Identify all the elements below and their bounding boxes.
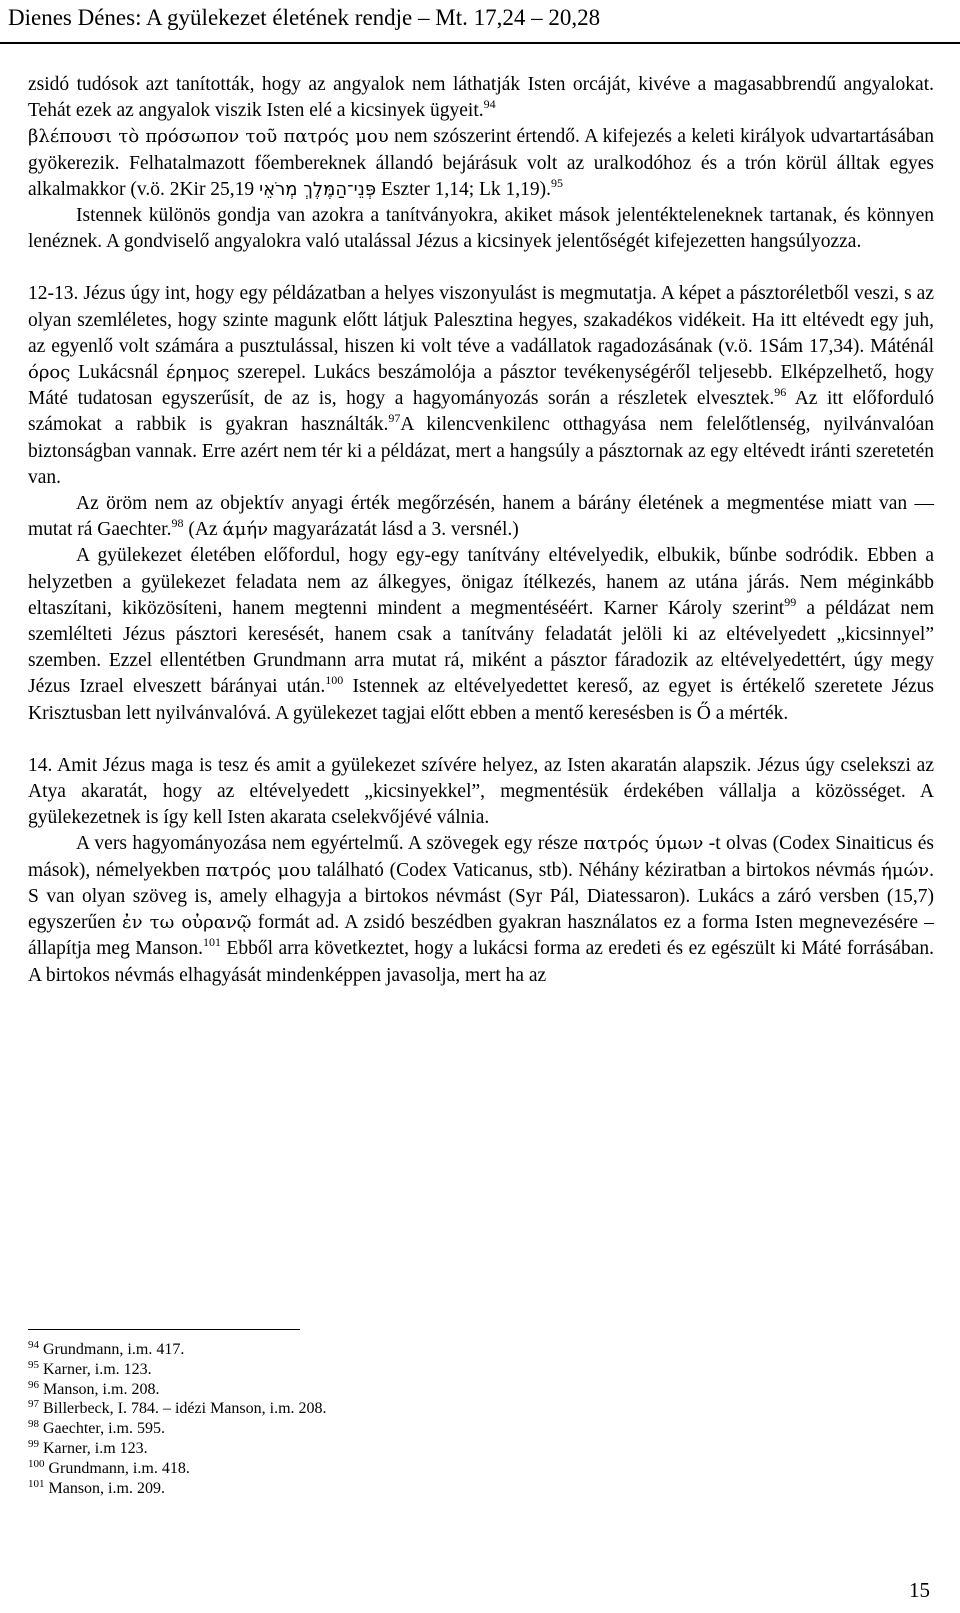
text-run: nem szószerint értendő. A kifejezés a keleti királyok udvartartásában gyökerezik. Felhatalmazott főembereknek állandó bejárásuk volt az uralkodóhoz és a trón körül álltak egyes alkalmakkor (v.ö. 2Kir 25,19 [28,126,935,200]
text-run: magyarázatát lásd a 3. versnél.) [268,519,519,541]
footnote-text: Karner, i.m. 123. [39,1360,152,1378]
footnote-separator [28,1329,300,1330]
text-run: A vers hagyományozása nem egyértelmű. A szövegek egy része [76,833,584,855]
footnote-number: 100 [28,1457,45,1470]
text-run: . S van olyan szöveg is, amely elhagyja a birtokos névmást (Syr Pál, Diatessaron). Lukács a záró versben (15,7) egyszerűen [28,859,934,934]
text-run: formát ad. A zsidó beszédben gyakran használatos ez a forma Isten megnevezésére – állapítja meg Manson. [28,912,934,960]
footnote-95 [28,1360,628,1380]
page-number: 15 [909,1578,930,1602]
footnote-99 [28,1439,628,1459]
footnote-number: 94 [28,1339,39,1351]
footnote-98 [28,1419,628,1439]
text-run: található (Codex Vaticanus, stb). Néhány kéziratban a birtokos névmás [311,859,881,881]
footnote-number: 99 [28,1437,39,1450]
footnote-text: Manson, i.m. 208. [39,1380,160,1398]
footnote-101 [28,1479,628,1499]
text-run: szerepel. Lukács beszámolója a pásztor tevékenységéről teljesebb. Elképzelhető, hogy Máté tudatosan egyszerűsít, de az is, hogy a hagyományozás során a részletek elvesztek. [28,362,934,410]
running-header [0,0,960,48]
text-run: A gyülekezet életében előfordul, hogy egy-egy tanítvány eltévelyedik, elbukik, bűnbe sodródik. Ebben a helyzetben a gyülekezet feladata nem az álkegyes, önigaz ítélkezés, hanem az utána járás. Nem méginkább eltaszítani, kiközösíteni, hanem megtenni mindent a megmentéséért. Karner Károly szerint [28,545,934,619]
footnote-text: Billerbeck, I. 784. – idézi Manson, i.m. 208. [39,1400,327,1418]
paragraph-4 [28,491,934,543]
footnote-ref-94[interactable]: 94 [483,97,496,112]
footnote-94 [28,1340,628,1360]
footnote-text: Manson, i.m. 209. [44,1479,165,1497]
header-rule [0,42,960,44]
paragraph-gap [28,255,934,281]
footnote-number: 101 [28,1477,45,1490]
paragraph-5 [28,543,934,726]
text-run: Istennek az eltévelyedettet kereső, az egyet is értékelő szeretete Jézus Krisztusban lett nyilvánvalóvá. A gyülekezet tagjai előtt ebben a mentő keresésben is Ő a mérték. [28,676,935,724]
footnote-number: 98 [28,1418,39,1431]
main-text [28,72,934,989]
footnote-text: Grundmann, i.m. 417. [39,1341,185,1358]
paragraph-gap [28,727,934,753]
footnote-number: 97 [28,1398,39,1411]
header-title: Dienes Dénes: A gyülekezet életének rendje – Mt. 17,24 – 20,28 [8,5,601,30]
paragraph-3 [28,281,934,491]
greek-text: ἐν τω οὐρανῷ [121,912,252,934]
text-run: Lukácsnál [70,362,167,384]
footnote-ref-99[interactable]: 99 [784,594,797,609]
greek-text: ήμών [881,859,930,881]
footnote-text: Gaechter, i.m. 595. [39,1420,165,1438]
footnote-100 [28,1459,628,1479]
greek-text: βλέπουσι τὸ πρόσωπον τοῦ πατρός μου [28,126,389,148]
text-run: A kilencvenkilenc otthagyása nem felelőtlenség, nyilvánvalóan biztonságban vannak. Erre azért nem tér ki a példázat, mert a hangsúly a pásztornak az egy eltévedt iránti szeretetén van. [28,414,934,488]
footnote-ref-98[interactable]: 98 [171,516,184,531]
text-run: (Az [183,519,223,541]
text-run: a példázat nem szemlélteti Jézus pásztori keresését, hanem csak a tanítvány feladatát jelöli ki az eltévelyedett „kicsinnyel” szemben. Ezzel ellentétben Grundmann arra mutat rá, miként a pásztor fáradozik az eltévelyedettért, úgy megy Jézus Izrael elveszett bárányai után. [28,597,934,698]
footnote-ref-101[interactable]: 101 [202,935,221,950]
paragraph-6: 14. Amit Jézus maga is tesz és amit a gyülekezet szívére helyez, az Isten akaratán alapszik. Jézus úgy cselekszi az Atya akaratát, hogy az eltévelyedett „kicsinyekkel”, megmentésük érdekében vállalja a közösséget. A gyülekezetnek is így kell Isten akarata cselekvőjévé válnia. [28,754,934,829]
greek-text: πατρός ύμων [583,833,704,855]
text-run: 12-13. Jézus úgy int, hogy egy példázatban a helyes viszonyulást is megmutatja. A képet a pásztoréletből veszi, s az olyan szemléletes, hogy szinte magunk előtt látjuk Palesztina hegyes, szakadékos vidékeit. Ha itt eltévedt egy juh, az egyenlő volt számára a pusztulással, hiszen ki volt téve a vadállatok ragadozásának (v.ö. 1Sám 17,34). Máténál [28,283,934,357]
footnote-97 [28,1399,628,1419]
footnote-96 [28,1380,628,1400]
text-run: Ebből arra következtet, hogy a lukácsi forma az eredeti és ez egészült ki Máté forrásában. A birtokos névmás elhagyását mindenképpen javasolja, mert ha az [28,938,934,986]
greek-text: άμήν [222,519,269,541]
footnote-text: Grundmann, i.m. 418. [44,1459,190,1477]
greek-text: έρημος [166,362,230,384]
footnote-ref-97[interactable]: 97 [388,411,401,426]
paragraph-1 [28,72,934,203]
greek-text: όρος [28,362,71,384]
footnote-text: Karner, i.m 123. [39,1439,148,1457]
footnote-ref-96[interactable]: 96 [774,385,787,400]
text-run: Eszter 1,14; Lk 1,19). [376,178,552,200]
text-run: zsidó tudósok azt tanították, hogy az angyalok nem láthatják Isten orcáját, kivéve a magasabbrendű angyalokat. Tehát ezek az angyalok viszik Isten elé a kicsinyek ügyeit. [28,74,934,122]
footnotes [28,1340,628,1498]
footnote-ref-100[interactable]: 100 [325,673,344,688]
greek-text: πατρός μου [205,859,312,881]
text-run: -t olvas (Codex Sinaiticus és mások), némelyekben [28,833,934,881]
footnote-ref-95[interactable]: 95 [551,175,564,190]
paragraph-2: Istennek különös gondja van azokra a tanítványokra, akiket mások jelentékteleneknek tartanak, és könnyen lenéznek. A gondviselő angyalokra való utalással Jézus a kicsinyek jelentőségét kifejezetten hangsúlyozza. [28,205,934,253]
footnote-number: 96 [28,1378,39,1391]
paragraph-7 [28,831,934,988]
hebrew-text: פְּנֵי־הַמֶּלֶךְ מְרֹאֵי [259,178,377,200]
text-run: Az öröm nem az objektív anyagi érték megőrzésén, hanem a bárány életének a megmentése miatt van — mutat rá Gaechter. [28,493,934,541]
text-run: Az itt előforduló számokat a rabbik is gyakran használták. [28,388,934,436]
footnote-number: 95 [28,1358,39,1371]
